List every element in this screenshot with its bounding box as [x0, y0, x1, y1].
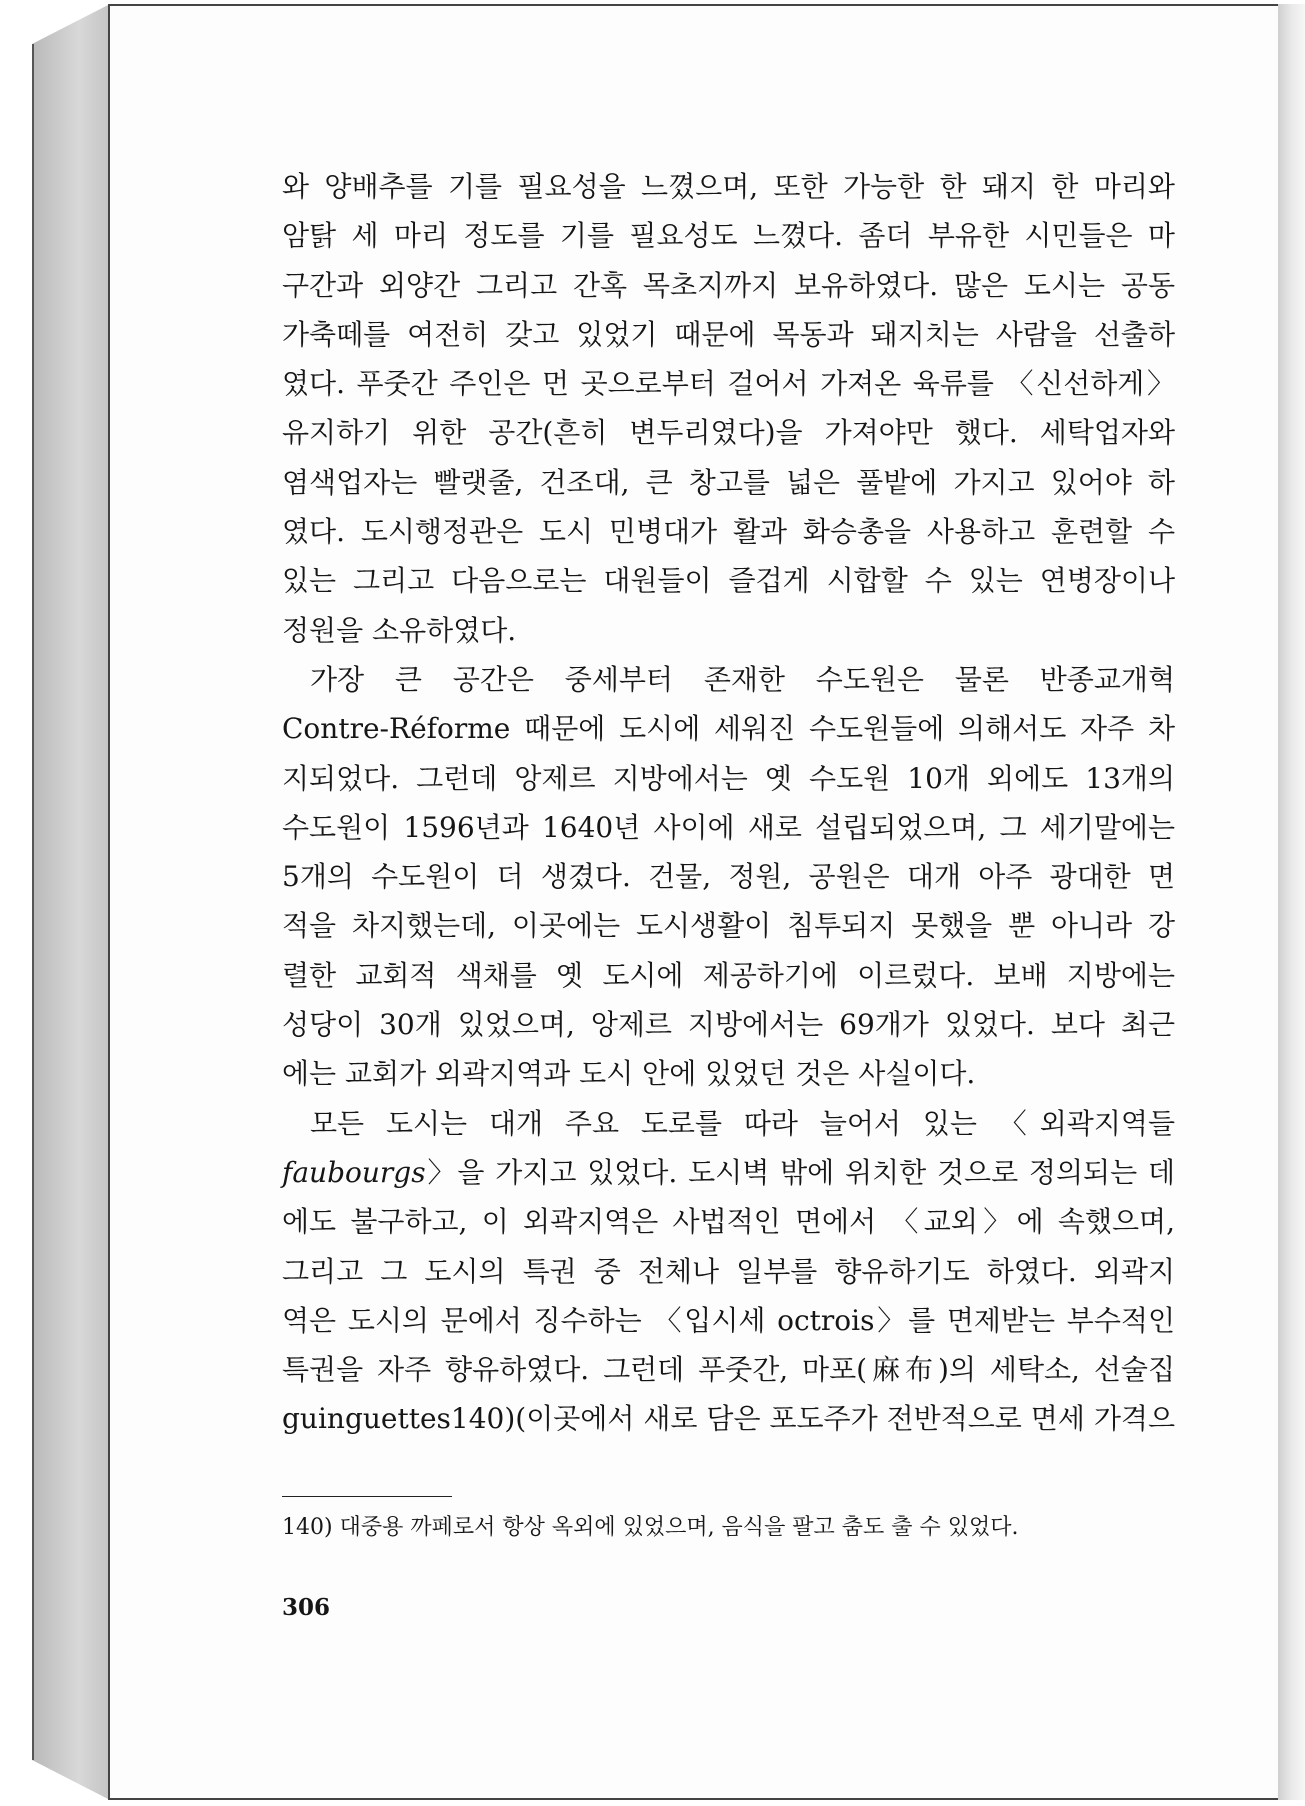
text-line: 특권을 자주 향유하였다. 그런데 푸줏간, 마포(麻布)의 세탁소, 선술집	[282, 1353, 1175, 1387]
text-line: 였다. 도시행정관은 도시 민병대가 활과 화승총을 사용하고 훈련할 수	[282, 515, 1175, 549]
footnote-rule	[282, 1496, 452, 1497]
text-line: 염색업자는 빨랫줄, 건조대, 큰 창고를 넓은 풀밭에 가지고 있어야 하	[282, 465, 1175, 499]
italic-term: faubourgs	[282, 1155, 426, 1189]
text-line: 가축떼를 여전히 갖고 있었기 때문에 목동과 돼지치는 사람을 선출하	[282, 317, 1175, 351]
text-line: 유지하기 위한 공간(흔히 변두리였다)을 가져야만 했다. 세탁업자와	[282, 416, 1175, 450]
text-line: 에는 교회가 외곽지역과 도시 안에 있었던 것은 사실이다.	[282, 1057, 976, 1091]
page-right-shadow	[1278, 4, 1305, 1800]
text-line: 적을 차지했는데, 이곳에는 도시생활이 침투되지 못했을 뿐 아니라 강	[282, 909, 1175, 943]
text-line: 지되었다. 그런데 앙제르 지방에서는 옛 수도원 10개 외에도 13개의	[282, 761, 1175, 795]
text-line: 수도원이 1596년과 1640년 사이에 새로 설립되었으며, 그 세기말에는	[282, 810, 1175, 844]
body-text	[282, 162, 1175, 1444]
text-line: 와 양배추를 기를 필요성을 느꼈으며, 또한 가능한 한 돼지 한 마리와	[282, 170, 1175, 203]
page-number: 306	[282, 1594, 331, 1621]
text-line: 역은 도시의 문에서 징수하는 〈입시세 octrois〉를 면제받는 부수적인	[282, 1303, 1175, 1337]
book-side-edge	[32, 4, 110, 1800]
text-line: 정원을 소유하였다.	[282, 613, 517, 647]
text-line: 였다. 푸줏간 주인은 먼 곳으로부터 걸어서 가져온 육류를 〈신선하게〉	[282, 367, 1175, 401]
text-line: 암탉 세 마리 정도를 기를 필요성도 느꼈다. 좀더 부유한 시민들은 마	[282, 219, 1175, 253]
text-line: 에도 불구하고, 이 외곽지역은 사법적인 면에서 〈교외〉에 속했으며,	[282, 1205, 1175, 1239]
text-line: faubourgs〉을 가지고 있었다. 도시벽 밖에 위치한 것으로 정의되는 데	[282, 1155, 1175, 1189]
text-line: 렬한 교회적 색채를 옛 도시에 제공하기에 이르렀다. 보배 지방에는	[282, 958, 1175, 992]
text-line: 구간과 외양간 그리고 간혹 목초지까지 보유하였다. 많은 도시는 공동	[282, 268, 1175, 302]
text-line: 그리고 그 도시의 특권 중 전체나 일부를 향유하기도 하였다. 외곽지	[282, 1254, 1175, 1288]
text-line: 5개의 수도원이 더 생겼다. 건물, 정원, 공원은 대개 아주 광대한 면	[282, 860, 1175, 894]
text-line: 있는 그리고 다음으로는 대원들이 즐겁게 시합할 수 있는 연병장이나	[282, 564, 1175, 598]
text-line: guinguettes140)(이곳에서 새로 담은 포도주가 전반적으로 면세 가격으	[282, 1402, 1175, 1436]
text-line: Contre-Réforme 때문에 도시에 세워진 수도원들에 의해서도 자주 차	[282, 712, 1175, 746]
text-line: 성당이 30개 있었으며, 앙제르 지방에서는 69개가 있었다. 보다 최근	[282, 1008, 1175, 1042]
text-line: 모든 도시는 대개 주요 도로를 따라 늘어서 있는 〈외곽지역들	[310, 1106, 1175, 1140]
text-line: 가장 큰 공간은 중세부터 존재한 수도원은 물론 반종교개혁	[310, 662, 1175, 696]
footnote: 140) 대중용 까페로서 항상 옥외에 있었으며, 음식을 팔고 춤도 출 수 있었다.	[282, 1515, 1019, 1540]
